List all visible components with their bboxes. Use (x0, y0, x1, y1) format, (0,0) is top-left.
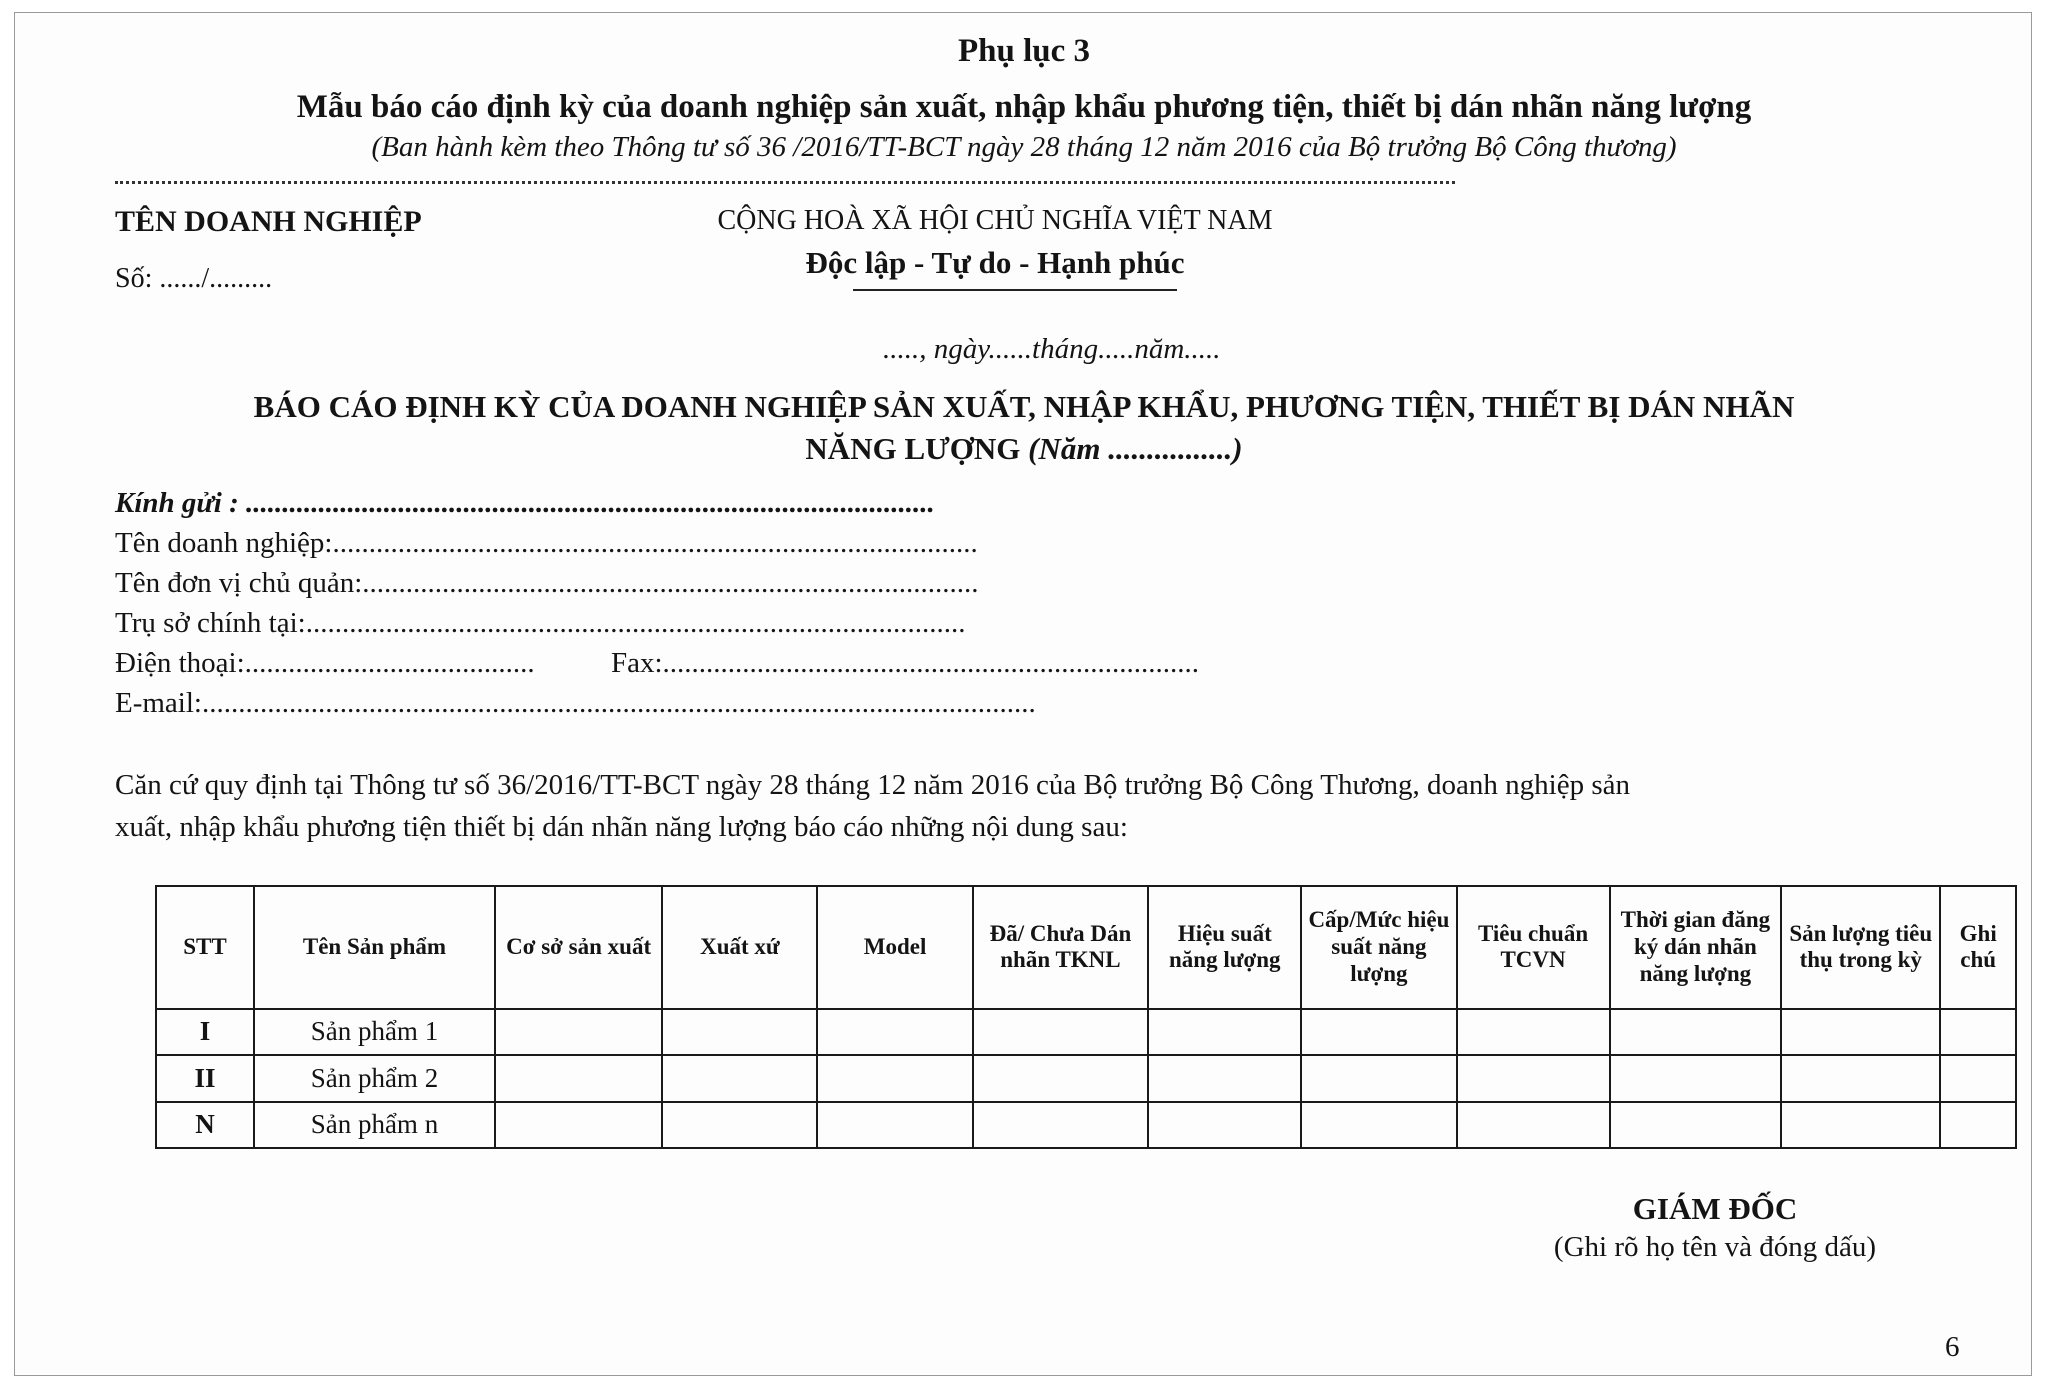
table-cell (1457, 1055, 1610, 1101)
table-cell (1148, 1102, 1301, 1148)
separator-dotted-line (115, 181, 1455, 184)
header-tcvn-standard: Tiêu chuẩn TCVN (1457, 886, 1610, 1009)
report-table (155, 885, 2017, 1149)
table-cell (973, 1102, 1149, 1148)
page-number: 6 (1945, 1331, 1960, 1363)
table-cell (662, 1055, 817, 1101)
signature-title: GIÁM ĐỐC (1632, 1191, 1798, 1226)
table-cell (1610, 1102, 1782, 1148)
table-cell (1148, 1055, 1301, 1101)
row-product-name: Sản phẩm n (254, 1102, 495, 1148)
header-label-status: Đã/ Chưa Dán nhãn TKNL (973, 886, 1149, 1009)
table-cell (495, 1102, 662, 1148)
header-stt: STT (156, 886, 254, 1009)
fax-field: Fax:.......................................................................... (611, 647, 1200, 679)
report-title-line-2 (15, 431, 2033, 467)
table-cell (973, 1055, 1149, 1101)
table-cell (1457, 1009, 1610, 1055)
phone-field: Điện thoại:........................................ (115, 647, 535, 679)
table-cell (1301, 1055, 1456, 1101)
table-header-row (156, 886, 2016, 1009)
header-product-name: Tên Sản phẩm (254, 886, 495, 1009)
table-cell (1457, 1102, 1610, 1148)
report-title-line-1: BÁO CÁO ĐỊNH KỲ CỦA DOANH NGHIỆP SẢN XUẤT, NHẬP KHẨU, PHƯƠNG TIỆN, THIẾT BỊ DÁN NHÃN (253, 389, 1795, 424)
company-name-field: Tên doanh nghiệp:......................................................................................... (115, 527, 978, 559)
header-efficiency-level: Cấp/Mức hiệu suất năng lượng (1301, 886, 1456, 1009)
row-stt: II (156, 1055, 254, 1101)
appendix-label: Phụ lục 3 (957, 33, 1091, 69)
table-cell (817, 1009, 972, 1055)
header-energy-efficiency: Hiệu suất năng lượng (1148, 886, 1301, 1009)
motto-underline (853, 289, 1177, 291)
basis-paragraph-line-2: xuất, nhập khẩu phương tiện thiết bị dán nhãn năng lượng báo cáo những nội dung sau: (115, 811, 1128, 843)
parent-unit-field: Tên đơn vị chủ quản:..................................................................................... (115, 567, 979, 599)
row-product-name: Sản phẩm 1 (254, 1009, 495, 1055)
table-cell (1610, 1009, 1782, 1055)
table-cell (1781, 1102, 1940, 1148)
date-line: ....., ngày......tháng.....năm..... (883, 333, 1221, 365)
table-row (156, 1009, 2016, 1055)
republic-heading: CỘNG HOÀ XÃ HỘI CHỦ NGHĨA VIỆT NAM (717, 205, 1273, 236)
report-title-main: NĂNG LƯỢNG (805, 431, 1029, 466)
document-number-label: Số: ....../......... (115, 263, 273, 294)
table-cell (1301, 1009, 1456, 1055)
basis-paragraph-line-1: Căn cứ quy định tại Thông tư số 36/2016/TT-BCT ngày 28 tháng 12 năm 2016 của Bộ trưởng Bộ Công Thương, doanh nghiệp sản (115, 769, 1630, 801)
head-office-field: Trụ sở chính tại:........................................................................................... (115, 607, 966, 639)
form-subtitle: (Ban hành kèm theo Thông tư số 36 /2016/TT-BCT ngày 28 tháng 12 năm 2016 của Bộ trưởng Bộ Công thương) (371, 131, 1677, 163)
header-model: Model (817, 886, 972, 1009)
header-registration-time: Thời gian đăng ký dán nhãn năng lượng (1610, 886, 1782, 1009)
table-cell (662, 1102, 817, 1148)
company-name-label: TÊN DOANH NGHIỆP (115, 205, 422, 238)
signature-note: (Ghi rõ họ tên và đóng dấu) (1553, 1231, 1877, 1263)
table-cell (1148, 1009, 1301, 1055)
recipient-field: Kính gửi : ............................................................................................... (115, 487, 935, 519)
table-cell (817, 1102, 972, 1148)
form-title: Mẫu báo cáo định kỳ của doanh nghiệp sản xuất, nhập khẩu phương tiện, thiết bị dán nhãn năng lượng (296, 89, 1752, 125)
national-motto: Độc lập - Tự do - Hạnh phúc (805, 245, 1185, 280)
table-cell (1940, 1055, 2016, 1101)
table-cell (973, 1009, 1149, 1055)
table-cell (817, 1055, 972, 1101)
table-cell (495, 1055, 662, 1101)
table-cell (1781, 1009, 1940, 1055)
header-note: Ghi chú (1940, 886, 2016, 1009)
table-cell (1940, 1102, 2016, 1148)
table-cell (1781, 1055, 1940, 1101)
header-production-facility: Cơ sở sản xuất (495, 886, 662, 1009)
header-origin: Xuất xứ (662, 886, 817, 1009)
row-stt: N (156, 1102, 254, 1148)
report-year-field: (Năm ................) (1028, 431, 1243, 466)
row-product-name: Sản phẩm 2 (254, 1055, 495, 1101)
table-row (156, 1102, 2016, 1148)
table-cell (1610, 1055, 1782, 1101)
table-row (156, 1055, 2016, 1101)
header-consumption-volume: Sản lượng tiêu thụ trong kỳ (1781, 886, 1940, 1009)
row-stt: I (156, 1009, 254, 1055)
table-cell (1940, 1009, 2016, 1055)
document-page (14, 12, 2032, 1376)
table-cell (495, 1009, 662, 1055)
table-cell (1301, 1102, 1456, 1148)
table-cell (662, 1009, 817, 1055)
email-field: E-mail:................................................................................................................... (115, 687, 1036, 719)
